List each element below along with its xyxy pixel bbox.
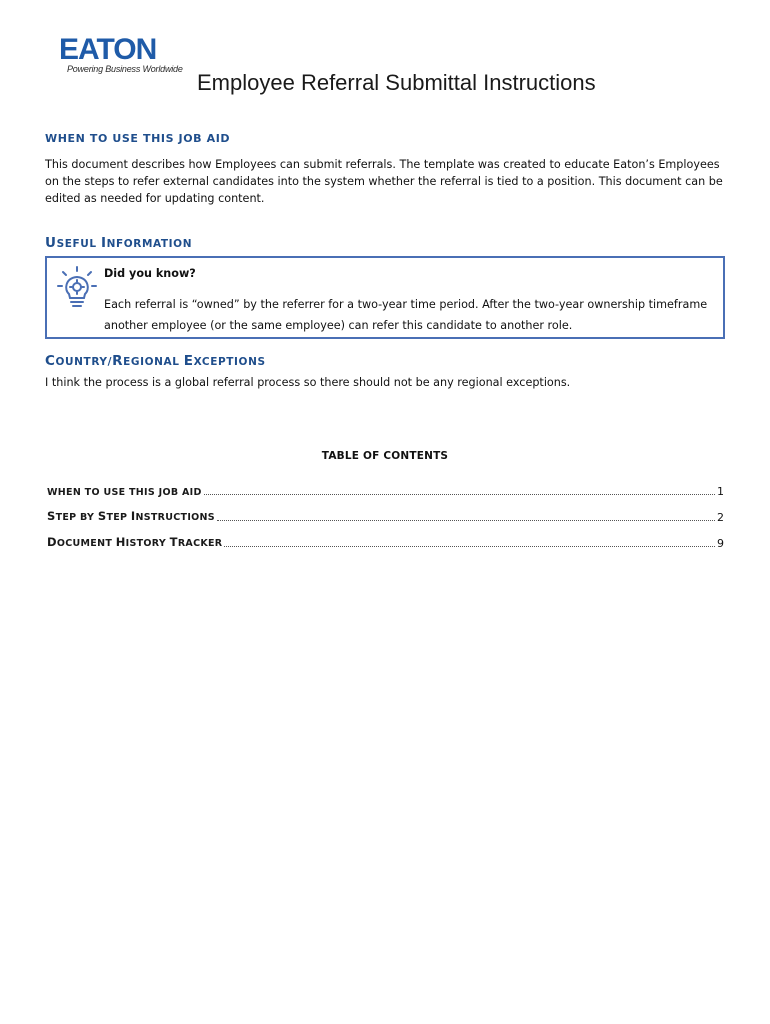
- toc-leader: [224, 546, 715, 547]
- toc-entry-page: 9: [717, 537, 724, 550]
- eaton-logo: [59, 35, 185, 79]
- when-to-use-body: This document describes how Employees can submit referrals. The template was created to educate Eaton’s Employees on the steps to refer external candidates into the system whether the referral is tied to a position. This document can be edited as needed for updating content.: [45, 158, 723, 205]
- toc-entry[interactable]: [47, 534, 724, 550]
- logo-wordmark: EATON: [59, 33, 157, 66]
- did-you-know-callout: [45, 256, 725, 339]
- toc-entry-label: STEP BY STEP INSTRUCTIONS: [47, 509, 215, 523]
- heading-country-exceptions: COUNTRY/REGIONAL EXCEPTIONS: [45, 353, 266, 369]
- callout-body: Each referral is “owned” by the referrer for a two-year time period. After the two-year ownership timeframe another employee (or the same employee) can refer this candidate to another role.: [104, 298, 708, 332]
- lightbulb-icon: [57, 266, 97, 310]
- toc-entry-page: 2: [717, 511, 724, 524]
- toc-entry[interactable]: [47, 482, 724, 498]
- toc-title: TABLE OF CONTENTS: [321, 450, 449, 462]
- page-title: Employee Referral Submittal Instructions: [197, 70, 596, 95]
- heading-when-to-use: WHEN TO USE THIS JOB AID: [45, 132, 231, 145]
- toc-entry-label: WHEN TO USE THIS JOB AID: [47, 487, 202, 498]
- toc-leader: [204, 494, 715, 495]
- logo-tagline: Powering Business Worldwide: [67, 64, 183, 74]
- toc-entry[interactable]: [47, 508, 724, 524]
- toc-entry-label: DOCUMENT HISTORY TRACKER: [47, 535, 223, 549]
- toc-leader: [217, 520, 715, 521]
- country-exceptions-body: I think the process is a global referral process so there should not be any regional exceptions.: [45, 376, 571, 389]
- callout-title: Did you know?: [104, 267, 196, 280]
- toc-entry-page: 1: [717, 485, 724, 498]
- heading-useful-information: USEFUL INFORMATION: [45, 235, 193, 251]
